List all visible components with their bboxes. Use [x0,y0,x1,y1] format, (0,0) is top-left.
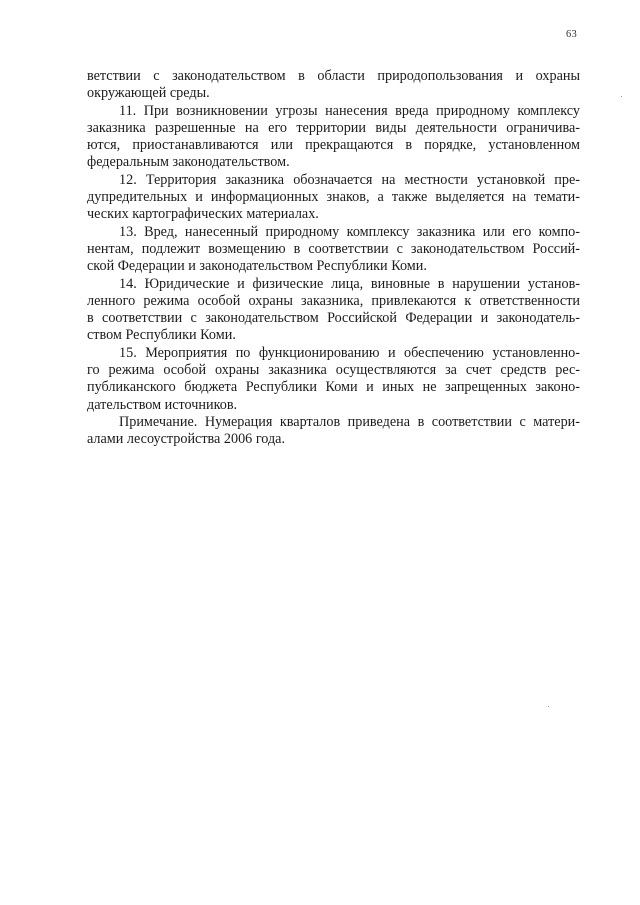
text-line: ческих картографических материалах. [87,206,319,223]
text-line: окружающей среды. [87,85,210,102]
text-line: дупредительных и информационных знаков, а также выделяется на темати- [87,189,580,206]
text-line: 12. Территория заказника обозначается на местности установкой пре- [119,171,580,188]
text-line: 13. Вред, нанесенный природному комплексу заказника или его компо- [119,223,580,240]
text-line: ветствии с законодательством в области природопользования и охраны [87,68,580,84]
text-line: ются, приостанавливаются или прекращаются в порядке, установленном [87,137,580,154]
paragraph-14 [87,276,580,345]
scan-speck [548,706,549,707]
text-line: в соответствии с законодательством Российской Федерации и законодатель- [87,310,580,327]
scan-speck [621,96,622,97]
page-number: 63 [566,29,577,40]
paragraph-note [87,414,580,449]
document-body [87,68,580,449]
paragraph-15 [87,345,580,414]
text-line: го режима особой охраны заказника осуществляются за счет средств рес- [87,362,580,379]
text-line: 14. Юридические и физические лица, виновные в нарушении установ- [119,275,580,292]
paragraph-continuation [87,68,580,103]
text-line: дательством источников. [87,396,238,413]
text-line: заказника разрешенные на его территории виды деятельности ограничива- [87,119,580,136]
paragraph-13 [87,224,580,276]
paragraph-11 [87,103,580,172]
text-line: 11. При возникновении угрозы нанесения вреда природному комплексу [119,102,580,119]
text-line: алами лесоустройства 2006 года. [87,431,286,448]
text-line: федеральным законодательством. [87,154,290,171]
text-line: публиканского бюджета Республики Коми и иных не запрещенных законо- [87,379,580,396]
text-line: ленного режима особой охраны заказника, привлекаются к ответственности [87,292,580,309]
text-line: Примечание. Нумерация кварталов приведена в соответствии с матери- [119,413,580,430]
text-line: 15. Мероприятия по функционированию и обеспечению установленно- [119,344,580,361]
text-line: ством Республики Коми. [87,327,236,344]
text-line: ской Федерации и законодательством Республики Коми. [87,258,427,275]
paragraph-12 [87,172,580,224]
text-line: нентам, подлежит возмещению в соответствии с законодательством Россий- [87,240,580,257]
